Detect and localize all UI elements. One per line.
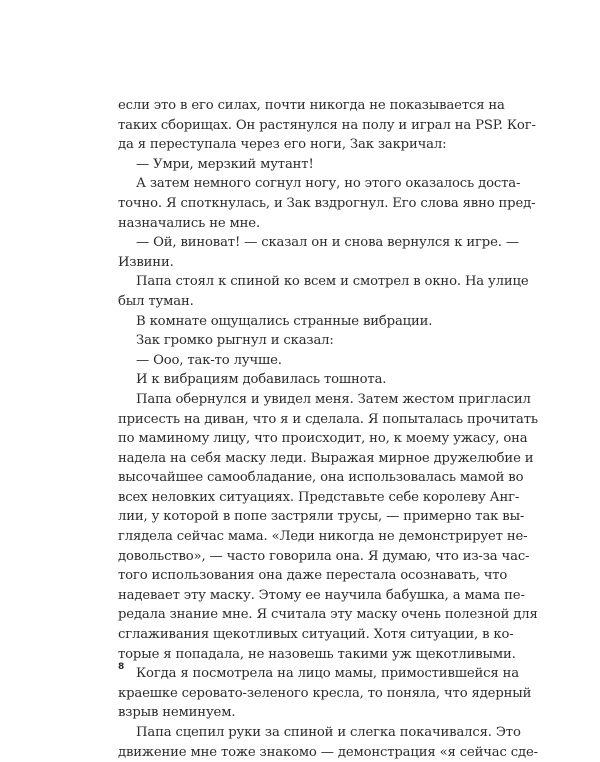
text-line: Когда я посмотрела на лицо мамы, примостившейся на bbox=[136, 666, 519, 682]
text-line: Папа обернулся и увидел меня. Затем жестом пригласил bbox=[136, 391, 531, 407]
text-line: лии, у которой в попе застряли трусы, — примерно так вы- bbox=[118, 509, 525, 525]
page-number: 8 bbox=[118, 662, 125, 672]
text-line: взрыв неминуем. bbox=[118, 705, 236, 721]
text-line: краешке серовато-зеленого кресла, то поняла, что ядерный bbox=[118, 685, 532, 701]
text-line: да я переступала через его ноги, Зак закричал: bbox=[118, 137, 447, 153]
text-line: точно. Я споткнулась, и Зак вздрогнул. Его слова явно пред- bbox=[118, 195, 536, 211]
text-line: надела на себя маску леди. Выражая мирное дружелюбие и bbox=[118, 450, 534, 466]
text-line: довольство», — часто говорила она. Я думаю, что из-за час- bbox=[118, 548, 530, 564]
text-line: В комнате ощущались странные вибрации. bbox=[136, 313, 433, 329]
text-line: — Ооо, так-то лучше. bbox=[136, 352, 282, 368]
text-line: движение мне тоже знакомо — демонстрация «я сейчас сде- bbox=[118, 744, 538, 760]
text-line: по маминому лицу, что происходит, но, к моему ужасу, она bbox=[118, 431, 528, 447]
text-line: таких сборищах. Он растянулся на полу и играл на PSP. Ког- bbox=[118, 117, 536, 133]
text-line: всех неловких ситуациях. Представьте себе королеву Анг- bbox=[118, 489, 520, 505]
text-line: был туман. bbox=[118, 293, 194, 309]
text-line: Зак громко рыгнул и сказал: bbox=[136, 333, 334, 349]
text-line: присесть на диван, что я и сделала. Я попыталась прочитать bbox=[118, 411, 538, 427]
text-line: Папа стоял к спиной ко всем и смотрел в окно. На улице bbox=[136, 274, 529, 290]
text-line: редала знание мне. Я считала эту маску очень полезной для bbox=[118, 607, 538, 623]
text-line: Извини. bbox=[118, 254, 174, 270]
text-line: высочайшее самообладание, она использовалась мамой во bbox=[118, 470, 524, 486]
text-line: А затем немного согнул ногу, но этого оказалось доста- bbox=[136, 176, 521, 192]
text-line: Папа сцепил руки за спиной и слегка покачивался. Это bbox=[136, 725, 521, 740]
text-line: — Умри, мерзкий мутант! bbox=[136, 156, 314, 172]
text-line: торые я попадала, не назовешь такими уж щекотливыми. bbox=[118, 646, 516, 662]
text-line: сглаживания щекотливых ситуаций. Хотя ситуации, в ко- bbox=[118, 627, 514, 643]
text-line: И к вибрациям добавилась тошнота. bbox=[136, 372, 387, 388]
text-line: если это в его силах, почти никогда не показывается на bbox=[118, 98, 505, 113]
text-line: назначались не мне. bbox=[118, 215, 260, 231]
text-line: глядела сейчас мама. «Леди никогда не демонстрирует не- bbox=[118, 529, 528, 545]
text-line: того использования она даже перестала осознавать, что bbox=[118, 568, 508, 584]
text-line: — Ой, виноват! — сказал он и снова вернулся к игре. — bbox=[136, 235, 519, 251]
body-text bbox=[118, 96, 538, 762]
text-line: надевает эту маску. Этому ее научила бабушка, а мама пе- bbox=[118, 587, 525, 603]
